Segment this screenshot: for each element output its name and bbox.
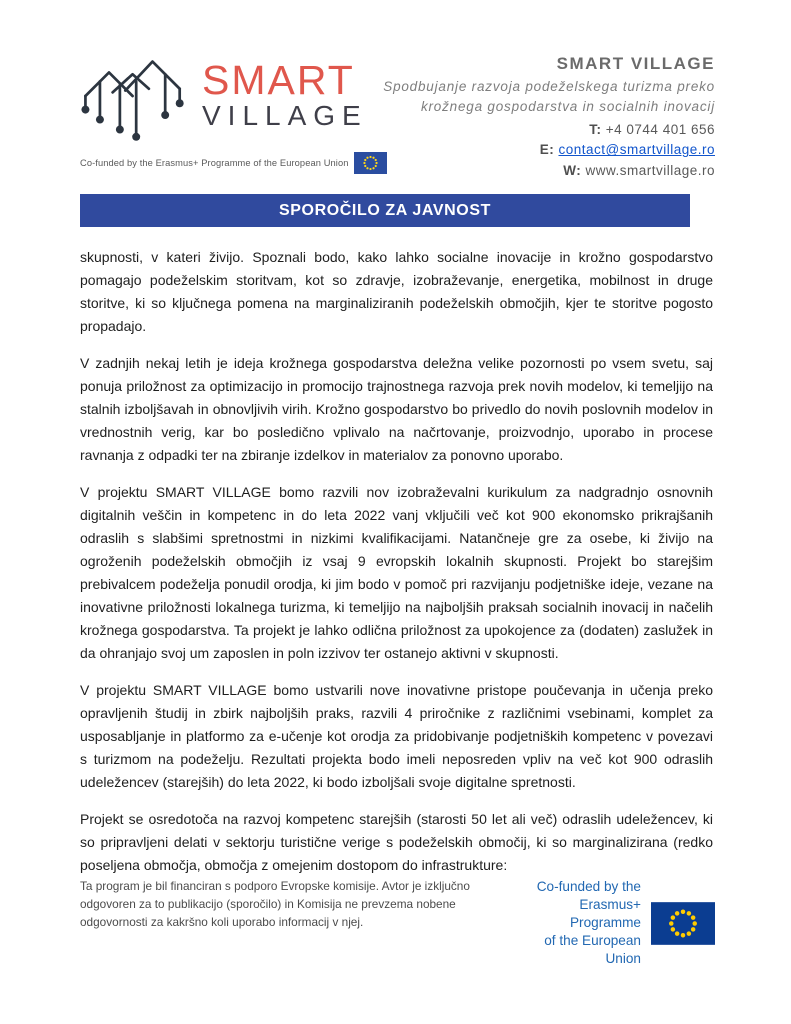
logo-wordmark-village: VILLAGE — [202, 100, 368, 131]
paragraph: V projektu SMART VILLAGE bomo ustvarili nove inovativne pristope poučevanja in učenja preko opravljenih študij in zbirk najboljših praks, razvili 4 priročnike z različnimi vsebinami, komplet za usposabljanje in platformo za e-učenje kot orodja za pridobivanje podjetniških kompetenc v povezavi s turizmom na podeželju. Rezultati projekta bodo imeli neposreden vpliv na več kot 900 odraslih udeležencev (starejših) do leta 2022, ki bodo izboljšali svoje digitalne spretnosti. — [80, 682, 713, 791]
banner-title: SPOROČILO ZA JAVNOST — [278, 202, 491, 220]
paragraph: Projekt se osredotoča na razvoj kompetenc starejših (starosti 50 let ali več) odraslih udeležencev, ki so pripravljeni delati v sektorju turistične verige s podeželskih območij, ki so marginalizirana (redko poseljena območja, območja z omejenim dostopom do infrastrukture: — [80, 811, 713, 874]
contact-web — [383, 161, 715, 182]
funding-disclaimer: Ta program je bil financiran s podporo Evropske komisije. Avtor je izključno odgovoren za to publikacijo (sporočilo) in Komisija ne prevzema nobene odgovornosti za kakršno koli uporabo informacij v njej. — [80, 879, 470, 929]
paragraph: V projektu SMART VILLAGE bomo razvili nov izobraževalni kurikulum za nadgradnjo osnovnih digitalnih veščin in kompetenc in do leta 2022 vanj vključili več kot 900 ekonomsko prikrajšanih odraslih s slabšimi spretnostmi in nizkimi kvalifikacijami. Natančneje gre za osebe, ki živijo na ogroženih podeželskih območjih iz vsaj 9 evropskih lokalnih skupnosti. Projekt bo starejšim prebivalcem podeželja ponudil orodja, ki jim bodo v pomoč pri razvijanju podjetniške ideje, vezane na inovativne priložnosti lokalnega turizma, ki temeljijo na najboljših praksah socialnih inovacij in načelih krožnega gospodarstva. Ta projekt je lahko odlična priložnost za upokojence za (dodaten) zaslužek in da ohranjajo svoj um zaposlen in poln izzivov ter ostanejo aktivni v skupnosti. — [80, 484, 713, 662]
paragraph: V zadnjih nekaj letih je ideja krožnega gospodarstva deležna velike pozornosti po vsem svetu, saj ponuja priložnost za optimizacijo in promocijo trajnostnega razvoja prek novih modelov, ki temeljijo na stalnih izboljšavah in obnovljivih virih. Krožno gospodarstvo bo privedlo do novih poslovnih modelov in vrednostnih verig, kar bo posledično vplivalo na načrtovanje, proizvodnjo, uporabo in procese ravnanja z odpadki ter na zbiranje izdelkov in materialov za ponovno uporabo. — [80, 355, 713, 464]
contact-block — [383, 46, 715, 182]
contact-phone — [383, 120, 715, 141]
header — [80, 46, 715, 182]
cofunded-line: of the European Union — [544, 933, 641, 967]
logo-wordmark — [202, 57, 368, 131]
email-label: E: — [539, 142, 555, 158]
document-body — [80, 246, 713, 877]
contact-title: SMART VILLAGE — [556, 54, 715, 73]
web-value: www.smartvillage.ro — [585, 163, 715, 179]
web-label: W: — [563, 163, 582, 179]
logo-wordmark-smart: SMART — [202, 57, 355, 103]
phone-label: T: — [589, 121, 602, 137]
logo-block — [80, 46, 380, 174]
eu-flag-icon — [651, 902, 715, 945]
logo-cofunded-row — [80, 152, 380, 174]
logo-cofunded-note: Co-funded by the Erasmus+ Programme of the European Union — [80, 158, 349, 168]
logo — [80, 46, 380, 144]
contact-tagline: Spodbujanje razvoja podeželskega turizma preko krožnega gospodarstva in socialnih inovacij — [383, 79, 715, 115]
cofunded-text — [512, 878, 641, 968]
footer — [80, 878, 715, 994]
paragraph: skupnosti, v kateri živijo. Spoznali bodo, kako lahko socialne inovacije in krožno gospodarstvo pomagajo podeželskim storitvam, kot so zdravje, izobraževanje, energetika, mobilnost in druge storitve, ki so ključnega pomena na marginaliziranih podeželskih območjih, kjer te storitve pogosto propadajo. — [80, 249, 713, 335]
cofunded-line: Co-funded by the — [536, 879, 641, 895]
smart-village-logo-icon — [80, 48, 196, 144]
press-release-banner — [80, 194, 690, 227]
cofunded-line: Erasmus+ Programme — [569, 897, 641, 931]
cofunded-block — [512, 878, 715, 968]
contact-email — [383, 140, 715, 161]
email-link[interactable]: contact@smartvillage.ro — [558, 142, 715, 158]
phone-value: +4 0744 401 656 — [605, 121, 715, 137]
